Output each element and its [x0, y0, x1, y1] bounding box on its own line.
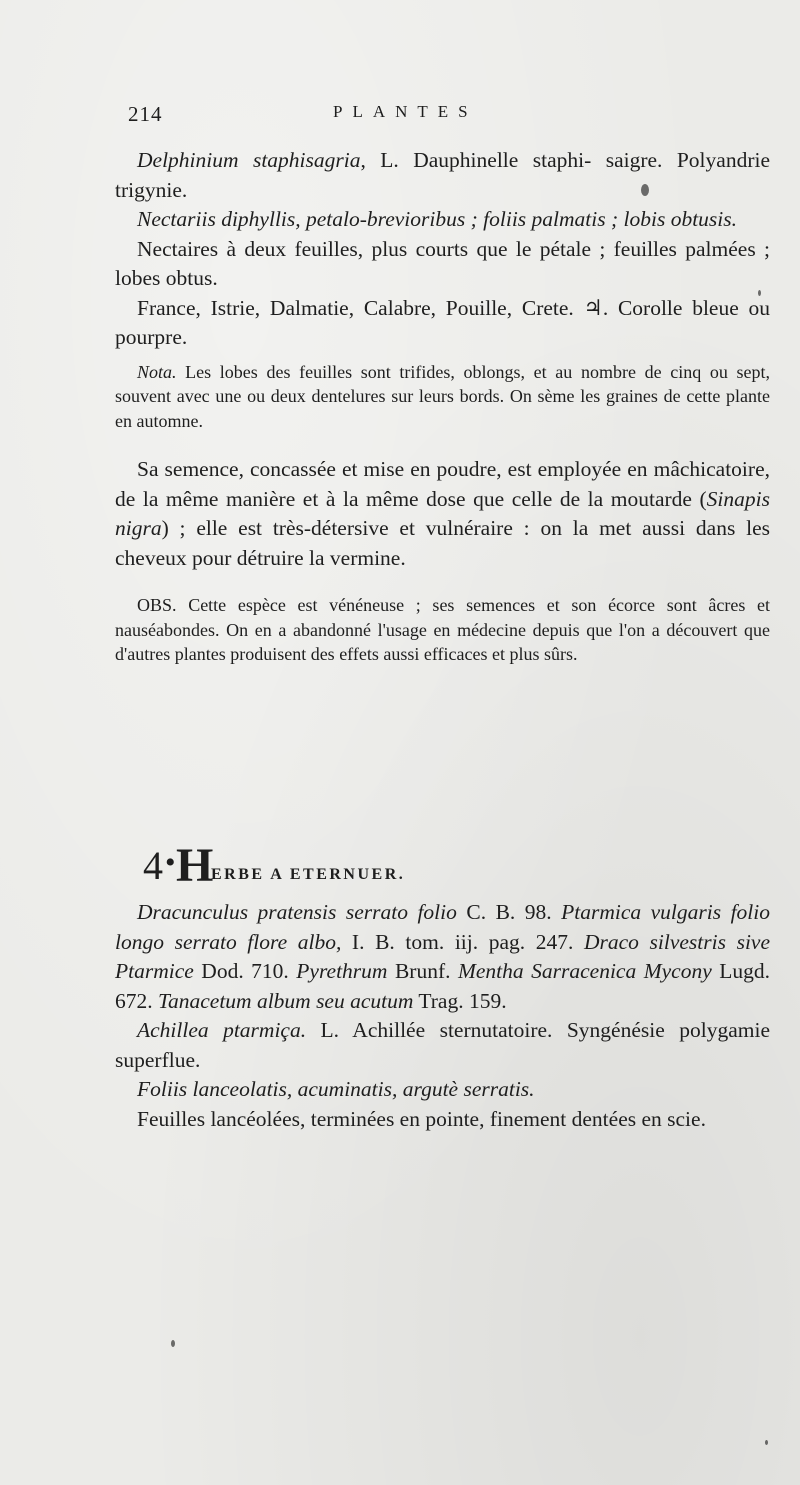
latin-description: Foliis lanceolatis, acuminatis, argutè serratis.: [137, 1077, 535, 1101]
corolla-note: Corolle bleue ou pourpre.: [115, 295, 770, 349]
linnaean-name: Achillea ptarmiça. L. Achillée sternutatoire. Syngénésie polygamie superflue.: [115, 1018, 770, 1072]
latin-description: Nectariis diphyllis, petalo-brevioribus ; foliis palmatis ; lobis obtusis.: [137, 207, 738, 231]
usage-paragraph: Sa semence, concassée et mise en poudre, est employée en mâchicatoire, de la même manière et à la même dose que celle de la moutarde (Sinapis nigra) ; elle est très-détersive et vulnéraire : on la met aussi dans les cheveux pour détruire la vermine.: [115, 457, 770, 570]
obs-paragraph: [115, 593, 770, 667]
common-name-cont: saigre. Polyandrie trigynie.: [115, 148, 770, 202]
sinapis-name: Sinapis nigra: [115, 486, 770, 540]
perennial-symbol: ♃.: [583, 295, 609, 320]
entry-number: 4: [143, 843, 163, 888]
entry-title: ERBE A ETERNUER.: [211, 866, 406, 883]
ink-speck: [765, 1440, 768, 1445]
obs-label: OBS.: [137, 595, 177, 615]
nota-text: Les lobes des feuilles sont trifides, oblongs, et au nombre de cinq ou sept, souvent avec une ou deux dentelures sur leurs bords. On sème les graines de cette plante en automne.: [115, 361, 770, 431]
habitat-text: France, Istrie, Dalmatie, Calabre, Pouille, Crete.: [137, 295, 574, 320]
running-head-title: PLANTES: [333, 102, 478, 121]
nota-label: Nota.: [137, 361, 177, 382]
entry-title-initial: H: [176, 839, 214, 892]
french-description: Feuilles lancéolées, terminées en pointe, finement dentées en scie.: [137, 1106, 706, 1131]
latin-binomial: Delphinium staphisagria: [137, 148, 361, 172]
french-description: Nectaires à deux feuilles, plus courts que le pétale ; feuilles palmées ; lobes obtus.: [115, 236, 770, 290]
ink-speck: [171, 1340, 175, 1347]
common-name: , L. Dauphinelle staphi-: [360, 148, 592, 172]
entry-achillea: [115, 898, 770, 1134]
entry-number-dot: •: [165, 846, 176, 879]
running-head: [128, 102, 768, 132]
synonymy: Dracunculus pratensis serrato folio C. B. 98. Ptarmica vulgaris folio longo serrato flore albo, I. B. tom. iij. pag. 247. Draco silvestris sive Ptarmice Dod. 710. Pyrethrum Brunf. Mentha Sarracenica Mycony Lugd. 672. Tanacetum album seu acutum Trag. 159.: [115, 900, 771, 1013]
entry-delphinium: [115, 146, 770, 667]
obs-text: Cette espèce est vénéneuse ; ses semences et son écorce sont âcres et nauséabondes. On en a abandonné l'usage en médecine depuis que l'on a découvert que d'autres plantes produisent des effets aussi efficaces et plus sûrs.: [115, 595, 770, 664]
species-name: [115, 146, 770, 205]
habitat: [115, 294, 770, 353]
page-number: 214: [128, 102, 163, 126]
entry-heading: [143, 838, 643, 898]
nota-paragraph: [115, 360, 770, 434]
